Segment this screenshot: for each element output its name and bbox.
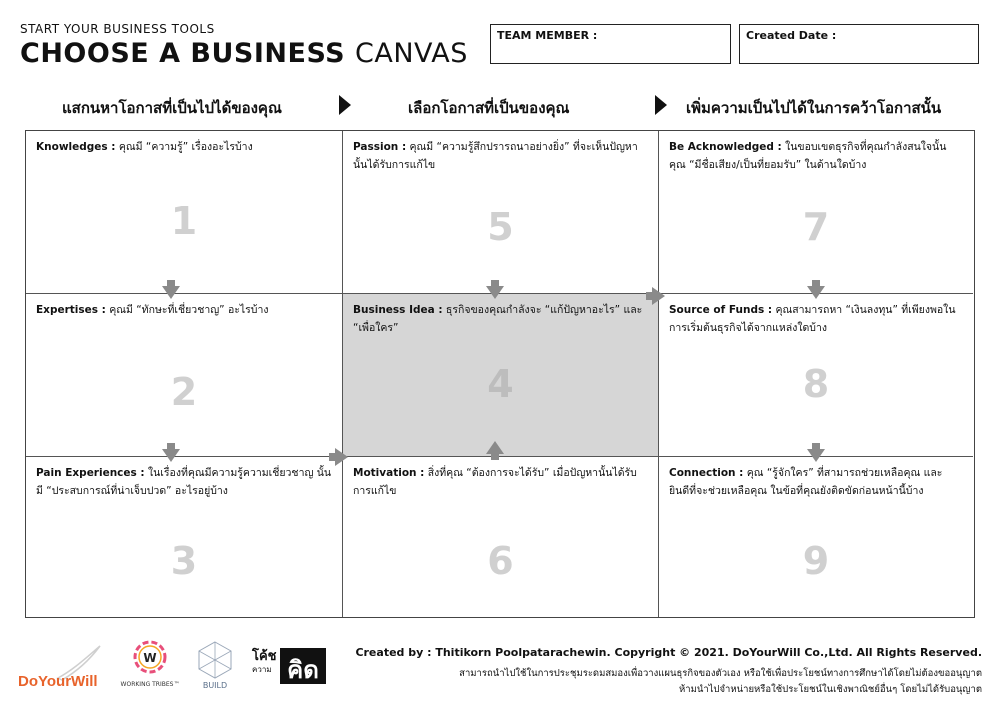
working-tribes-icon <box>118 640 182 690</box>
created-date-label: Created Date : <box>746 29 837 42</box>
team-member-label: TEAM MEMBER : <box>497 29 598 42</box>
arrow-right-icon <box>335 448 348 466</box>
cell-number: 2 <box>170 370 198 414</box>
coach-kid-text-1: โค้ช <box>252 649 277 664</box>
coach-kid-icon <box>250 640 330 690</box>
cell-label: Motivation : <box>353 467 425 479</box>
cell-knowledges[interactable] <box>26 131 343 294</box>
cell-label: Expertises : <box>36 304 106 316</box>
title-light: CANVAS <box>355 38 468 69</box>
title-bold: CHOOSE A BUSINESS <box>20 38 346 69</box>
canvas-grid <box>25 130 975 618</box>
build-text: BUILD <box>202 681 228 690</box>
subtitle: START YOUR BUSINESS TOOLS <box>20 22 215 36</box>
cell-motivation[interactable] <box>343 457 659 617</box>
cell-number: 1 <box>170 199 198 243</box>
copyright-credit: Created by : Thitikorn Poolpatarachewin. Copyright © 2021. DoYourWill Co.,Ltd. All Rights Reserved. <box>355 646 982 659</box>
cell-expertises[interactable] <box>26 294 343 457</box>
cell-number: 4 <box>487 362 514 406</box>
build-logo <box>190 640 240 693</box>
cell-text: ในขอบเขตธุรกิจที่คุณกำลังสนใจนั้น คุณ “มีชื่อเสียง/เป็นที่ยอมรับ” ในด้านใดบ้าง <box>669 141 947 171</box>
cell-text: คุณมี “ทักษะที่เชี่ยวชาญ” อะไรบ้าง <box>109 304 269 316</box>
cell-business-idea[interactable] <box>343 294 659 457</box>
cell-text: คุณ “รู้จักใคร” ที่สามารถช่วยเหลือคุณ และ ยินดีที่จะช่วยเหลือคุณ ในข้อที่คุณยังติดขัดก่อนหน้านี้บ้าง <box>669 467 943 497</box>
working-tribes-logo <box>118 640 182 693</box>
svg-text:W: W <box>143 651 157 665</box>
cell-number: 5 <box>487 205 514 249</box>
cell-connection[interactable] <box>659 457 973 617</box>
cell-text: คุณมี “ความรู้สึกปรารถนาอย่างยิ่ง” ที่จะเห็นปัญหา นั้นได้รับการแก้ไข <box>353 141 638 171</box>
cell-label: Source of Funds : <box>669 304 773 316</box>
cell-number: 6 <box>487 539 514 583</box>
cell-label: Be Acknowledged : <box>669 141 782 153</box>
cell-label: Knowledges : <box>36 141 116 153</box>
commercial-note: ห้ามนำไปจำหน่ายหรือใช้ประโยชน์ในเชิงพาณิชย์อื่นๆ โดยไม่ได้รับอนุญาต <box>678 684 982 695</box>
cell-label: Connection : <box>669 467 744 479</box>
coach-kid-text-3: คิด <box>287 656 319 684</box>
page-title <box>20 38 468 69</box>
cell-passion[interactable] <box>343 131 659 294</box>
cell-text: คุณสามารถหา “เงินลงทุน” ที่เพียงพอใน การเริ่มต้นธุรกิจได้จากแหล่งใดบ้าง <box>669 304 956 334</box>
arrow-stem <box>491 454 499 460</box>
arrow-down-icon <box>162 449 180 462</box>
working-tribes-text: WORKING TRIBES™ <box>120 681 180 688</box>
arrow-down-icon <box>807 286 825 299</box>
arrow-right-icon <box>652 287 665 305</box>
coach-kid-logo <box>250 640 330 693</box>
cell-number: 7 <box>802 205 830 249</box>
cell-label: Business Idea : <box>353 304 443 316</box>
arrow-down-icon <box>807 449 825 462</box>
created-date-field[interactable] <box>739 24 979 64</box>
build-icon <box>190 640 240 690</box>
step-choose: เลือกโอกาสที่เป็นของคุณ <box>408 99 570 117</box>
cell-number: 8 <box>802 362 830 406</box>
cell-pain-experiences[interactable] <box>26 457 343 617</box>
step-increase: เพิ่มความเป็นไปได้ในการคว้าโอกาสนั้น <box>686 99 942 117</box>
step-scan: แสกนหาโอกาสที่เป็นไปได้ของคุณ <box>62 99 282 117</box>
cell-text: ธุรกิจของคุณกำลังจะ “แก้ปัญหาอะไร” และ “เพื่อใคร” <box>353 304 643 334</box>
cell-text: ในเรื่องที่คุณมีความรู้ความเชี่ยวชาญ นั้น มี “ประสบการณ์ที่น่าเจ็บปวด” อะไรอยู่บ้าง <box>36 467 332 497</box>
cell-label: Passion : <box>353 141 407 153</box>
cell-be-acknowledged[interactable] <box>659 131 973 294</box>
cell-number: 3 <box>170 539 198 583</box>
arrow-down-icon <box>486 286 504 299</box>
cell-text: สิ่งที่คุณ “ต้องการจะได้รับ” เมื่อปัญหานั้นได้รับ การแก้ไข <box>353 467 637 497</box>
cell-label: Pain Experiences : <box>36 467 145 479</box>
team-member-field[interactable] <box>490 24 731 64</box>
doyourwill-logo-text: DoYourWill <box>18 673 98 690</box>
step-arrow-icon <box>655 95 667 115</box>
step-arrow-icon <box>339 95 351 115</box>
usage-note: สามารถนำไปใช้ในการประชุมระดมสมองเพื่อวางแผนธุรกิจของตัวเอง หรือใช้เพื่อประโยชน์ทางการศึกษาได้โดยไม่ต้องขออนุญาต <box>459 668 982 679</box>
cell-source-of-funds[interactable] <box>659 294 973 457</box>
cell-text: คุณมี “ความรู้” เรื่องอะไรบ้าง <box>118 141 253 153</box>
cell-number: 9 <box>802 539 830 583</box>
doyourwill-logo <box>18 640 108 693</box>
doyourwill-logo-icon <box>18 640 108 690</box>
coach-kid-text-2: ความ <box>252 665 272 674</box>
arrow-up-icon <box>486 441 504 454</box>
arrow-down-icon <box>162 286 180 299</box>
